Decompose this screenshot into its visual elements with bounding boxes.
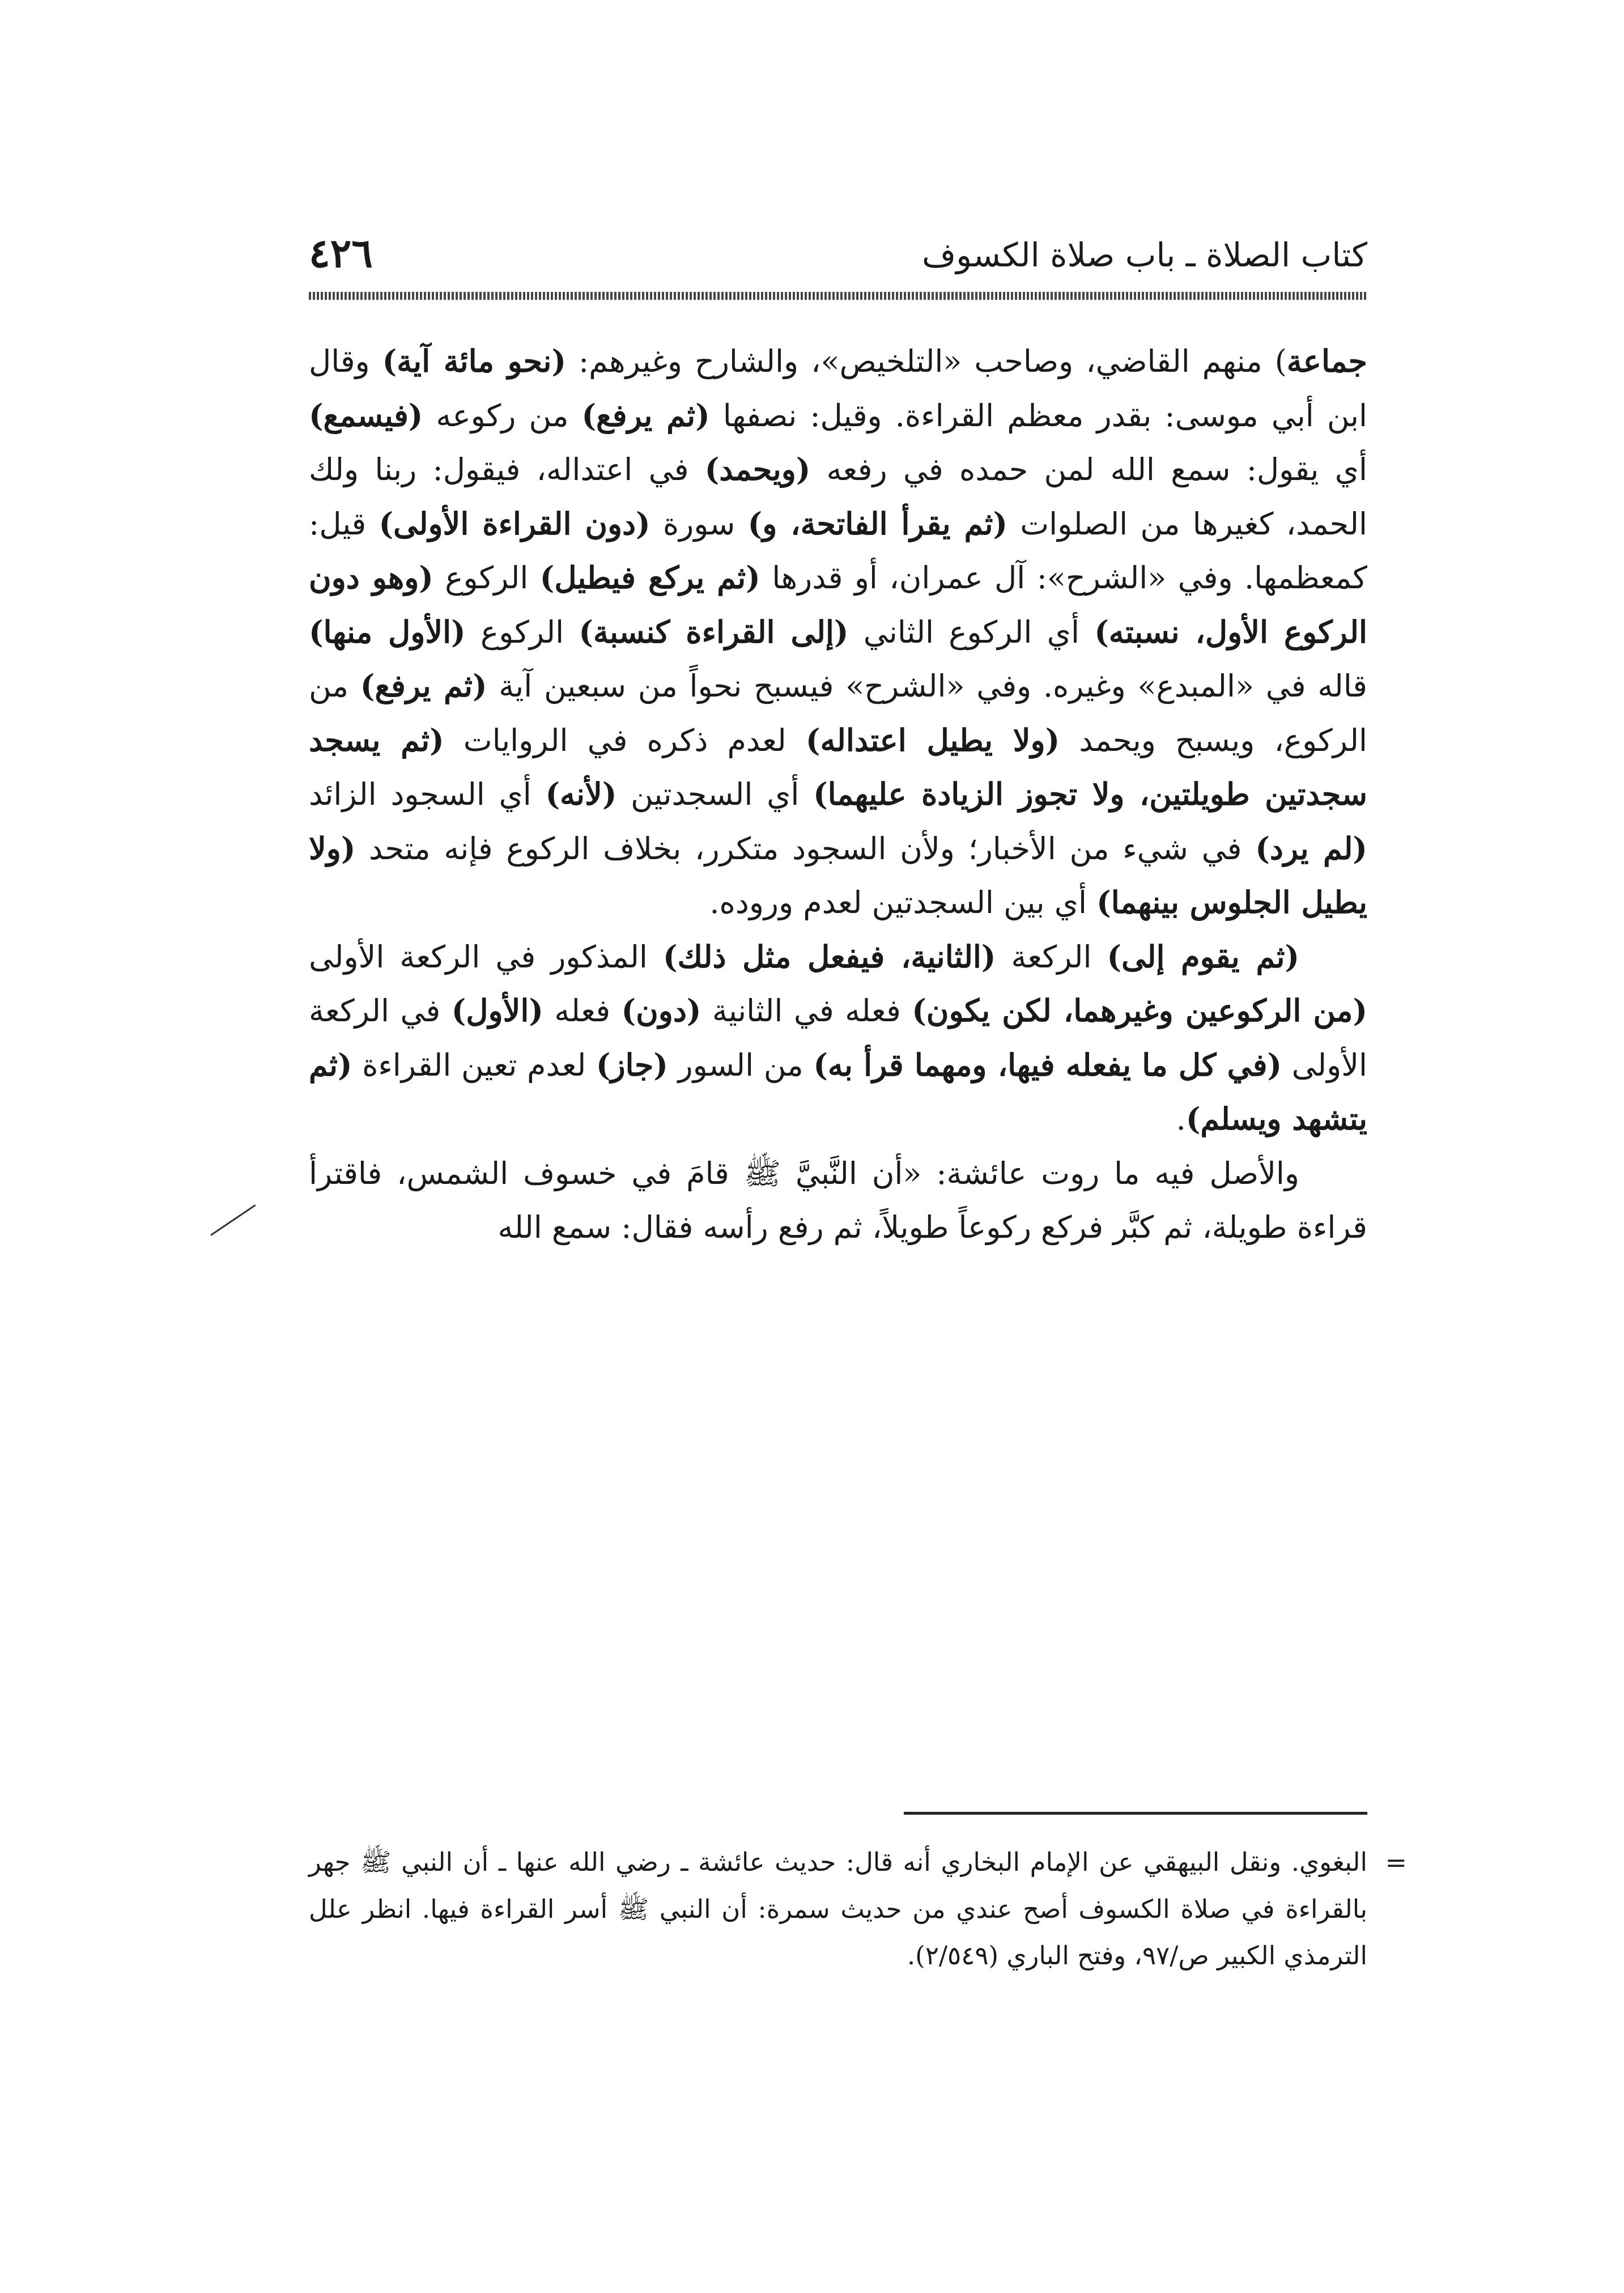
commentary-segment: سورة <box>650 506 748 542</box>
bold-matn-segment: (لم يرد) <box>1255 830 1367 867</box>
footnote <box>309 1839 1407 1980</box>
bold-matn-segment: (فيسمع) <box>309 397 423 434</box>
margin-pen-mark <box>210 1204 256 1236</box>
commentary-segment: فعله في الثانية <box>701 993 912 1029</box>
commentary-segment: الركوع <box>465 614 579 650</box>
bold-matn-segment: (الثانية، فيفعل مثل ذلك) <box>662 938 996 975</box>
bold-matn-segment: (من الركوعين وغيرهما، لكن يكون) <box>912 992 1367 1029</box>
running-title: كتاب الصلاة ـ باب صلاة الكسوف <box>922 236 1367 274</box>
bold-matn-segment: (ويحمد) <box>704 451 811 487</box>
page-header <box>309 232 1367 300</box>
footnote-text: البغوي. ونقل البيهقي عن الإمام البخاري أنه قال: حديث عائشة ـ رضي الله عنها ـ أن النبي ﷺ جهر بالقراءة في صلاة الكسوف أصح عندي من حديث سمرة: أن النبي ﷺ أسر القراءة فيها. انظر علل الترمذي الكبير ص/٩٧، وفتح الباري (٢/٥٤٩). <box>309 1847 1367 1971</box>
paragraph-2 <box>309 930 1367 1146</box>
commentary-segment: أي السجدتين <box>617 776 814 812</box>
commentary-segment: أي السجود الزائد <box>309 776 546 812</box>
bold-matn-segment: (ثم يسجد سجدتين طويلتين، ولا تجوز الزيادة عليهما) <box>309 721 1367 812</box>
commentary-segment: ) منهم القاضي، وصاحب «التلخيص»، والشارح وغيرهم: <box>566 343 1287 379</box>
bold-matn-segment: (ثم يرفع) <box>360 668 487 704</box>
commentary-segment: . <box>1176 1101 1186 1137</box>
footnote-continuation-mark: = <box>1385 1847 1407 1878</box>
footnote-separator <box>904 1812 1367 1815</box>
bold-matn-segment: (ثم يرفع) <box>581 397 710 434</box>
commentary-segment: لعدم تعين القراءة <box>352 1047 596 1083</box>
bold-matn-segment: (لأنه) <box>545 776 617 812</box>
page-number: ٤٢٦ <box>309 230 373 277</box>
bold-matn-segment: (نحو مائة آية) <box>382 343 566 379</box>
commentary-segment: المذكور في الركعة الأولى <box>309 939 663 975</box>
header-rule <box>309 292 1367 300</box>
commentary-segment: من السور <box>668 1047 814 1083</box>
bold-matn-segment: (ثم يتشهد ويسلم) <box>309 1046 1367 1137</box>
commentary-segment: في الركعة الأولى <box>309 993 1367 1083</box>
commentary-segment: أي بين السجدتين لعدم وروده. <box>709 885 1097 920</box>
bold-matn-segment: (في كل ما يفعله فيها، ومهما قرأ به) <box>813 1046 1282 1083</box>
commentary-segment: أي يقول: سمع الله لمن حمده في رفعه <box>810 452 1367 487</box>
commentary-segment: قيل: كمعظمها. وفي «الشرح»: آل عمران، أو قدرها <box>309 506 1367 596</box>
bold-matn-segment: (دون القراءة الأولى) <box>379 505 651 542</box>
bold-matn-segment: (ولا يطيل اعتداله) <box>805 721 1060 758</box>
bold-matn-segment: (ثم يركع فيطيل) <box>539 559 760 596</box>
commentary-segment: من الركوع، ويسبح ويحمد <box>309 668 1367 758</box>
commentary-segment: والأصل فيه ما روت عائشة: «أن النَّبيَّ ﷺ قامَ في خسوف الشمس، فاقترأ قراءة طويلة، ثم كبَّر فركع ركوعاً طويلاً، ثم رفع رأسه فقال: سمع الله <box>309 1155 1367 1245</box>
bold-matn-segment: (ثم يقوم إلى) <box>1107 938 1300 975</box>
bold-matn-segment: (ثم يقرأ الفاتحة، و) <box>747 505 1008 542</box>
bold-matn-segment: (إلى القراءة كنسبة) <box>579 613 849 650</box>
commentary-segment: قاله في «المبدع» وغيره. وفي «الشرح» فيسبح نحواً من سبعين آية <box>487 668 1367 704</box>
commentary-segment: أي الركوع الثاني <box>848 614 1095 650</box>
commentary-segment: الركوع <box>433 560 540 596</box>
bold-matn-segment: (دون) <box>621 992 702 1029</box>
paragraph-1 <box>309 334 1367 930</box>
commentary-segment: وقال ابن أبي موسى: بقدر معظم القراءة. وقيل: نصفها <box>309 343 1367 434</box>
paragraph-3 <box>309 1146 1367 1255</box>
bold-matn-segment: (جاز) <box>596 1046 668 1083</box>
bold-matn-segment: (الأول) <box>451 992 543 1029</box>
main-text <box>309 334 1367 1255</box>
bold-matn-segment: (ولا يطيل الجلوس بينهما) <box>309 830 1367 920</box>
bold-matn-segment: (وهو دون الركوع الأول، نسبته) <box>309 559 1368 650</box>
commentary-segment: فعله <box>543 993 622 1029</box>
commentary-segment: لعدم ذكره في الروايات <box>444 722 806 758</box>
commentary-segment: في اعتداله، فيقول: ربنا ولك الحمد، كغيرها من الصلوات <box>309 452 1367 542</box>
bold-matn-segment: جماعة <box>1286 343 1368 379</box>
bold-matn-segment: (الأول منها) <box>309 613 466 650</box>
commentary-segment: من ركوعه <box>423 397 582 434</box>
commentary-segment: الركعة <box>996 939 1107 975</box>
commentary-segment: في شيء من الأخبار؛ ولأن السجود متكرر، بخلاف الركوع فإنه متحد <box>355 830 1256 867</box>
